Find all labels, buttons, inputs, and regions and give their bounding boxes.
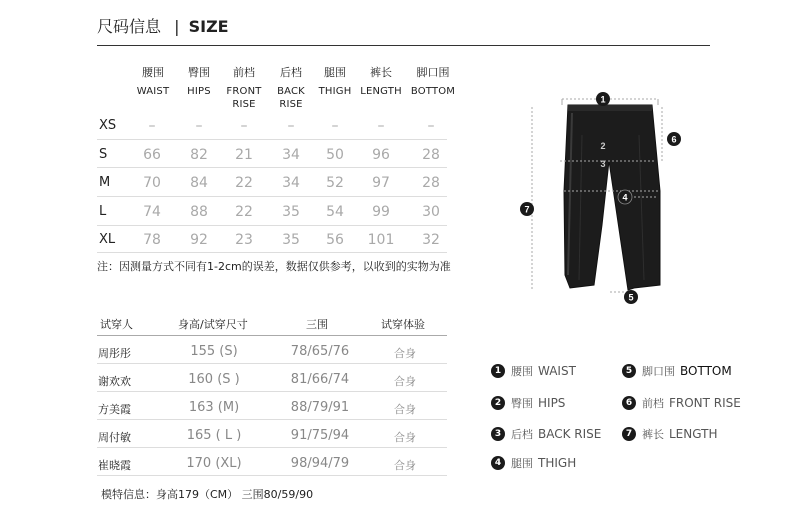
legend-item-back-rise — [491, 426, 601, 442]
fit-row-size: 165 ( L ) — [186, 428, 242, 443]
size-cell: – — [240, 118, 248, 134]
size-cell: 97 — [372, 175, 390, 191]
size-header-cn: 腿围 — [324, 66, 346, 79]
size-header-thigh — [310, 66, 360, 98]
size-header-hips — [174, 66, 224, 98]
legend-item-front-rise — [622, 395, 741, 411]
fit-header-name: 试穿人 — [100, 318, 133, 331]
row-divider — [97, 139, 447, 140]
svg-text:4: 4 — [622, 192, 628, 203]
legend-number: 4 — [491, 456, 505, 470]
legend-en: BOTTOM — [680, 364, 732, 378]
fit-row-name: 谢欢欢 — [98, 375, 131, 388]
legend-item-waist — [491, 363, 576, 379]
legend-cn: 腿围 — [511, 457, 533, 470]
fit-row-measure: 88/79/91 — [290, 400, 350, 415]
fit-row-size: 155 (S) — [190, 344, 238, 359]
fit-row-result: 合身 — [394, 431, 416, 444]
size-cell: 22 — [235, 204, 253, 220]
size-cell: – — [195, 118, 203, 134]
size-label: L — [99, 204, 107, 219]
size-header-en: BOTTOM — [410, 86, 456, 97]
page-title — [97, 14, 229, 37]
size-header-cn: 裤长 — [370, 66, 392, 79]
size-cell: 28 — [422, 147, 440, 163]
legend-number: 7 — [622, 427, 636, 441]
diagram-marker-4 — [618, 190, 632, 204]
size-header-cn: 脚口围 — [416, 66, 450, 79]
fit-row-size: 170 (XL) — [186, 456, 242, 471]
diagram-marker-3 — [600, 159, 605, 169]
size-header-waist — [128, 66, 178, 98]
fit-row-measure: 78/65/76 — [290, 344, 350, 359]
legend-number: 5 — [622, 364, 636, 378]
size-cell: – — [148, 118, 156, 134]
title-divider — [97, 45, 710, 46]
size-cell: 32 — [422, 232, 440, 248]
size-header-en: BACK RISE — [277, 86, 305, 110]
svg-text:6: 6 — [671, 134, 677, 145]
size-cell: 88 — [190, 204, 208, 220]
size-header-en: LENGTH — [360, 86, 402, 97]
size-cell: 74 — [143, 204, 161, 220]
fit-row-size: 160 (S ) — [188, 372, 240, 387]
fit-row-result: 合身 — [394, 403, 416, 416]
size-cell: 50 — [326, 147, 344, 163]
size-cell: 92 — [190, 232, 208, 248]
legend-cn: 裤长 — [642, 428, 664, 441]
row-divider — [97, 391, 447, 392]
legend-number: 6 — [622, 396, 636, 410]
size-cell: 23 — [235, 232, 253, 248]
size-cell: 99 — [372, 204, 390, 220]
legend-number: 3 — [491, 427, 505, 441]
legend-item-bottom — [622, 363, 732, 379]
fit-row-result: 合身 — [394, 375, 416, 388]
svg-text:7: 7 — [524, 204, 530, 215]
size-header-en: HIPS — [187, 86, 211, 97]
row-divider — [97, 252, 447, 253]
svg-text:5: 5 — [628, 292, 634, 303]
row-divider — [97, 196, 447, 197]
pants-illustration — [564, 105, 660, 290]
legend-en: HIPS — [538, 396, 566, 410]
fit-header-result: 试穿体验 — [381, 318, 425, 331]
fit-row-measure: 98/94/79 — [290, 456, 350, 471]
size-header-en: FRONT RISE — [226, 86, 262, 110]
size-cell: 70 — [143, 175, 161, 191]
diagram-marker-7 — [520, 202, 534, 216]
size-cell: – — [287, 118, 295, 134]
fit-header-measure: 三围 — [306, 318, 328, 331]
legend-item-length — [622, 426, 717, 442]
title-en: SIZE — [188, 17, 229, 36]
size-cell: 52 — [326, 175, 344, 191]
size-header-length — [356, 66, 406, 98]
diagram-marker-6 — [667, 132, 681, 146]
row-divider — [97, 363, 447, 364]
row-divider — [97, 447, 447, 448]
row-divider — [97, 167, 447, 168]
size-cell: 34 — [282, 147, 300, 163]
legend-item-thigh — [491, 455, 576, 471]
size-label: S — [99, 147, 108, 162]
pants-diagram — [510, 85, 700, 310]
size-header-front-rise — [219, 66, 269, 111]
size-header-en: THIGH — [318, 86, 352, 97]
size-header-cn: 腰围 — [142, 66, 164, 79]
size-cell: 35 — [282, 204, 300, 220]
legend-cn: 脚口围 — [642, 365, 675, 378]
legend-item-hips — [491, 395, 565, 411]
size-label: M — [99, 175, 111, 190]
size-header-cn: 后档 — [280, 66, 302, 79]
size-cell: 21 — [235, 147, 253, 163]
size-cell: – — [377, 118, 385, 134]
legend-en: LENGTH — [669, 427, 718, 441]
size-cell: 82 — [190, 147, 208, 163]
fit-header-size: 身高/试穿尺寸 — [178, 318, 248, 331]
legend-cn: 腰围 — [511, 365, 533, 378]
size-cell: 56 — [326, 232, 344, 248]
diagram-marker-2 — [600, 141, 605, 151]
size-cell: 66 — [143, 147, 161, 163]
row-divider — [97, 335, 447, 336]
legend-cn: 前档 — [642, 397, 664, 410]
size-header-back-rise — [266, 66, 316, 111]
legend-en: FRONT RISE — [669, 396, 741, 410]
fit-row-size: 163 (M) — [188, 400, 240, 415]
size-note: 注：因测量方式不同有1-2cm的误差，数据仅供参考，以收到的实物为准 — [97, 260, 451, 273]
diagram-marker-1 — [596, 92, 610, 106]
size-cell: 84 — [190, 175, 208, 191]
row-divider — [97, 225, 447, 226]
size-header-cn: 前档 — [233, 66, 255, 79]
legend-cn: 后档 — [511, 428, 533, 441]
fit-row-name: 崔晓霞 — [98, 459, 131, 472]
legend-cn: 臀围 — [511, 397, 533, 410]
legend-number: 1 — [491, 364, 505, 378]
size-cell: 30 — [422, 204, 440, 220]
model-info: 模特信息：身高179（CM） 三围80/59/90 — [101, 488, 314, 501]
svg-text:3: 3 — [600, 159, 606, 169]
fit-row-measure: 81/66/74 — [290, 372, 350, 387]
size-cell: – — [331, 118, 339, 134]
size-cell: 96 — [372, 147, 390, 163]
diagram-marker-5 — [624, 290, 638, 304]
fit-row-measure: 91/75/94 — [290, 428, 350, 443]
size-header-bottom — [405, 66, 461, 98]
legend-number: 2 — [491, 396, 505, 410]
row-divider — [97, 475, 447, 476]
svg-text:2: 2 — [600, 141, 606, 151]
size-cell: 78 — [143, 232, 161, 248]
legend-en: WAIST — [538, 364, 576, 378]
size-cell: 22 — [235, 175, 253, 191]
fit-row-name: 周付敏 — [98, 431, 131, 444]
size-cell: 34 — [282, 175, 300, 191]
title-cn: 尺码信息 — [97, 17, 162, 36]
legend-en: THIGH — [538, 456, 577, 470]
fit-row-name: 方美霞 — [98, 403, 131, 416]
size-cell: 54 — [326, 204, 344, 220]
size-header-cn: 臀围 — [188, 66, 210, 79]
fit-row-result: 合身 — [394, 347, 416, 360]
title-separator: | — [174, 17, 180, 36]
legend-en: BACK RISE — [538, 427, 602, 441]
fit-row-name: 周彤彤 — [98, 347, 131, 360]
svg-text:1: 1 — [600, 94, 606, 105]
size-label: XS — [99, 118, 117, 133]
size-header-en: WAIST — [136, 86, 170, 97]
size-label: XL — [99, 232, 116, 247]
size-cell: 28 — [422, 175, 440, 191]
size-cell: 35 — [282, 232, 300, 248]
size-cell: 101 — [367, 232, 395, 248]
size-cell: – — [427, 118, 435, 134]
row-divider — [97, 419, 447, 420]
fit-row-result: 合身 — [394, 459, 416, 472]
